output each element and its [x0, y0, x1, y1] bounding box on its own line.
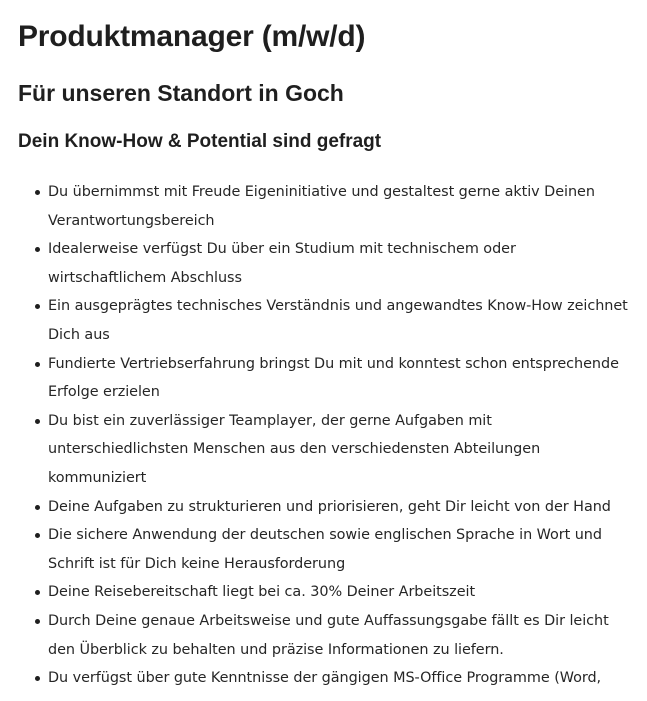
list-item: Idealerweise verfügst Du über ein Studium mit technischem oder wirtschaftlichem Abschluss [48, 235, 628, 292]
job-posting [18, 0, 628, 693]
list-item: Durch Deine genaue Arbeitsweise und gute Auffassungsgabe fällt es Dir leicht den Überblick zu behalten und präzise Informationen zu liefern. [48, 607, 628, 664]
list-item: Du übernimmst mit Freude Eigeninitiative und gestaltest gerne aktiv Deinen Verantwortungsbereich [48, 178, 628, 235]
location-heading: Für unseren Standort in Goch [18, 80, 344, 106]
section-heading: Dein Know-How & Potential sind gefragt [18, 131, 382, 152]
list-item: Die sichere Anwendung der deutschen sowie englischen Sprache in Wort und Schrift ist für Dich keine Herausforderung [48, 521, 628, 578]
list-item: Deine Aufgaben zu strukturieren und priorisieren, geht Dir leicht von der Hand [48, 493, 628, 522]
job-title: Produktmanager (m/w/d) [18, 20, 366, 53]
list-item: Deine Reisebereitschaft liegt bei ca. 30% Deiner Arbeitszeit [48, 578, 628, 607]
list-item: Du bist ein zuverlässiger Teamplayer, der gerne Aufgaben mit unterschiedlichsten Menschen aus den verschiedensten Abteilungen kommuniziert [48, 407, 628, 493]
list-item: Ein ausgeprägtes technisches Verständnis und angewandtes Know-How zeichnet Dich aus [48, 292, 628, 349]
list-item: Du verfügst über gute Kenntnisse der gängigen MS-Office Programme (Word, [48, 664, 628, 693]
requirements-list [18, 178, 628, 693]
list-item: Fundierte Vertriebserfahrung bringst Du mit und konntest schon entsprechende Erfolge erzielen [48, 350, 628, 407]
